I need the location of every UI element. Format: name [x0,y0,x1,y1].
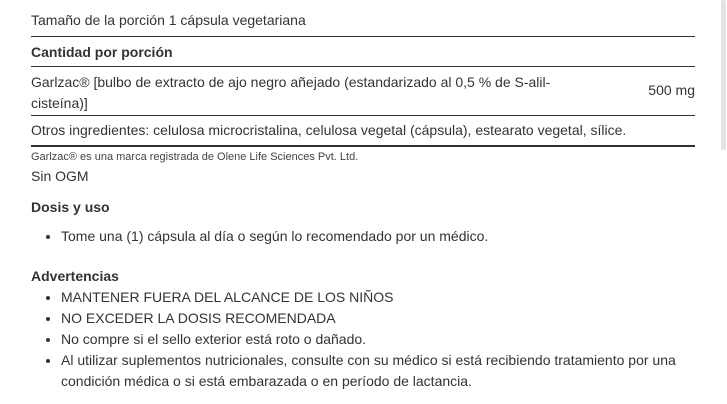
scrollbar-track[interactable] [719,0,727,404]
ingredient-row [31,67,695,116]
ingredient-amount: 500 mg [648,82,695,98]
list-item: • NO EXCEDER LA DOSIS RECOMENDADA [61,308,695,329]
list-item: • Tome una (1) cápsula al día o según lo recomendado por un médico. [61,226,695,247]
list-item: • Al utilizar suplementos nutricionales, consulte con su médico si está recibiendo tratamiento por una condición médica o si está embarazada o en período de lactancia. [61,350,695,392]
trademark-note: Garlzac® es una marca registrada de Olene Life Sciences Pvt. Ltd. [31,151,359,163]
warnings-title: Advertencias [31,268,119,284]
dosage-title: Dosis y uso [31,199,110,215]
ingredient-name-line2: cisteína)] [31,95,88,111]
scrollbar-thumb[interactable] [721,0,726,150]
serving-size: Tamaño de la porción 1 cápsula vegetariana [31,0,695,37]
list-item: • MANTENER FUERA DEL ALCANCE DE LOS NIÑOS [61,287,695,308]
dosage-list [31,226,695,247]
amount-per-serving-header: Cantidad por porción [31,37,695,67]
warnings-list [31,287,695,392]
ingredient-name [31,72,571,114]
ingredient-name-line1: Garlzac® [bulbo de extracto de ajo negro añejado (estandarizado al 0,5 % de S-alil- [31,74,551,90]
list-item: • No compre si el sello exterior está roto o dañado. [61,329,695,350]
supplement-facts-content [31,0,695,392]
other-ingredients: Otros ingredientes: celulosa microcristalina, celulosa vegetal (cápsula), estearato vegetal, sílice. [31,116,695,147]
non-gmo-label: Sin OGM [31,168,89,184]
